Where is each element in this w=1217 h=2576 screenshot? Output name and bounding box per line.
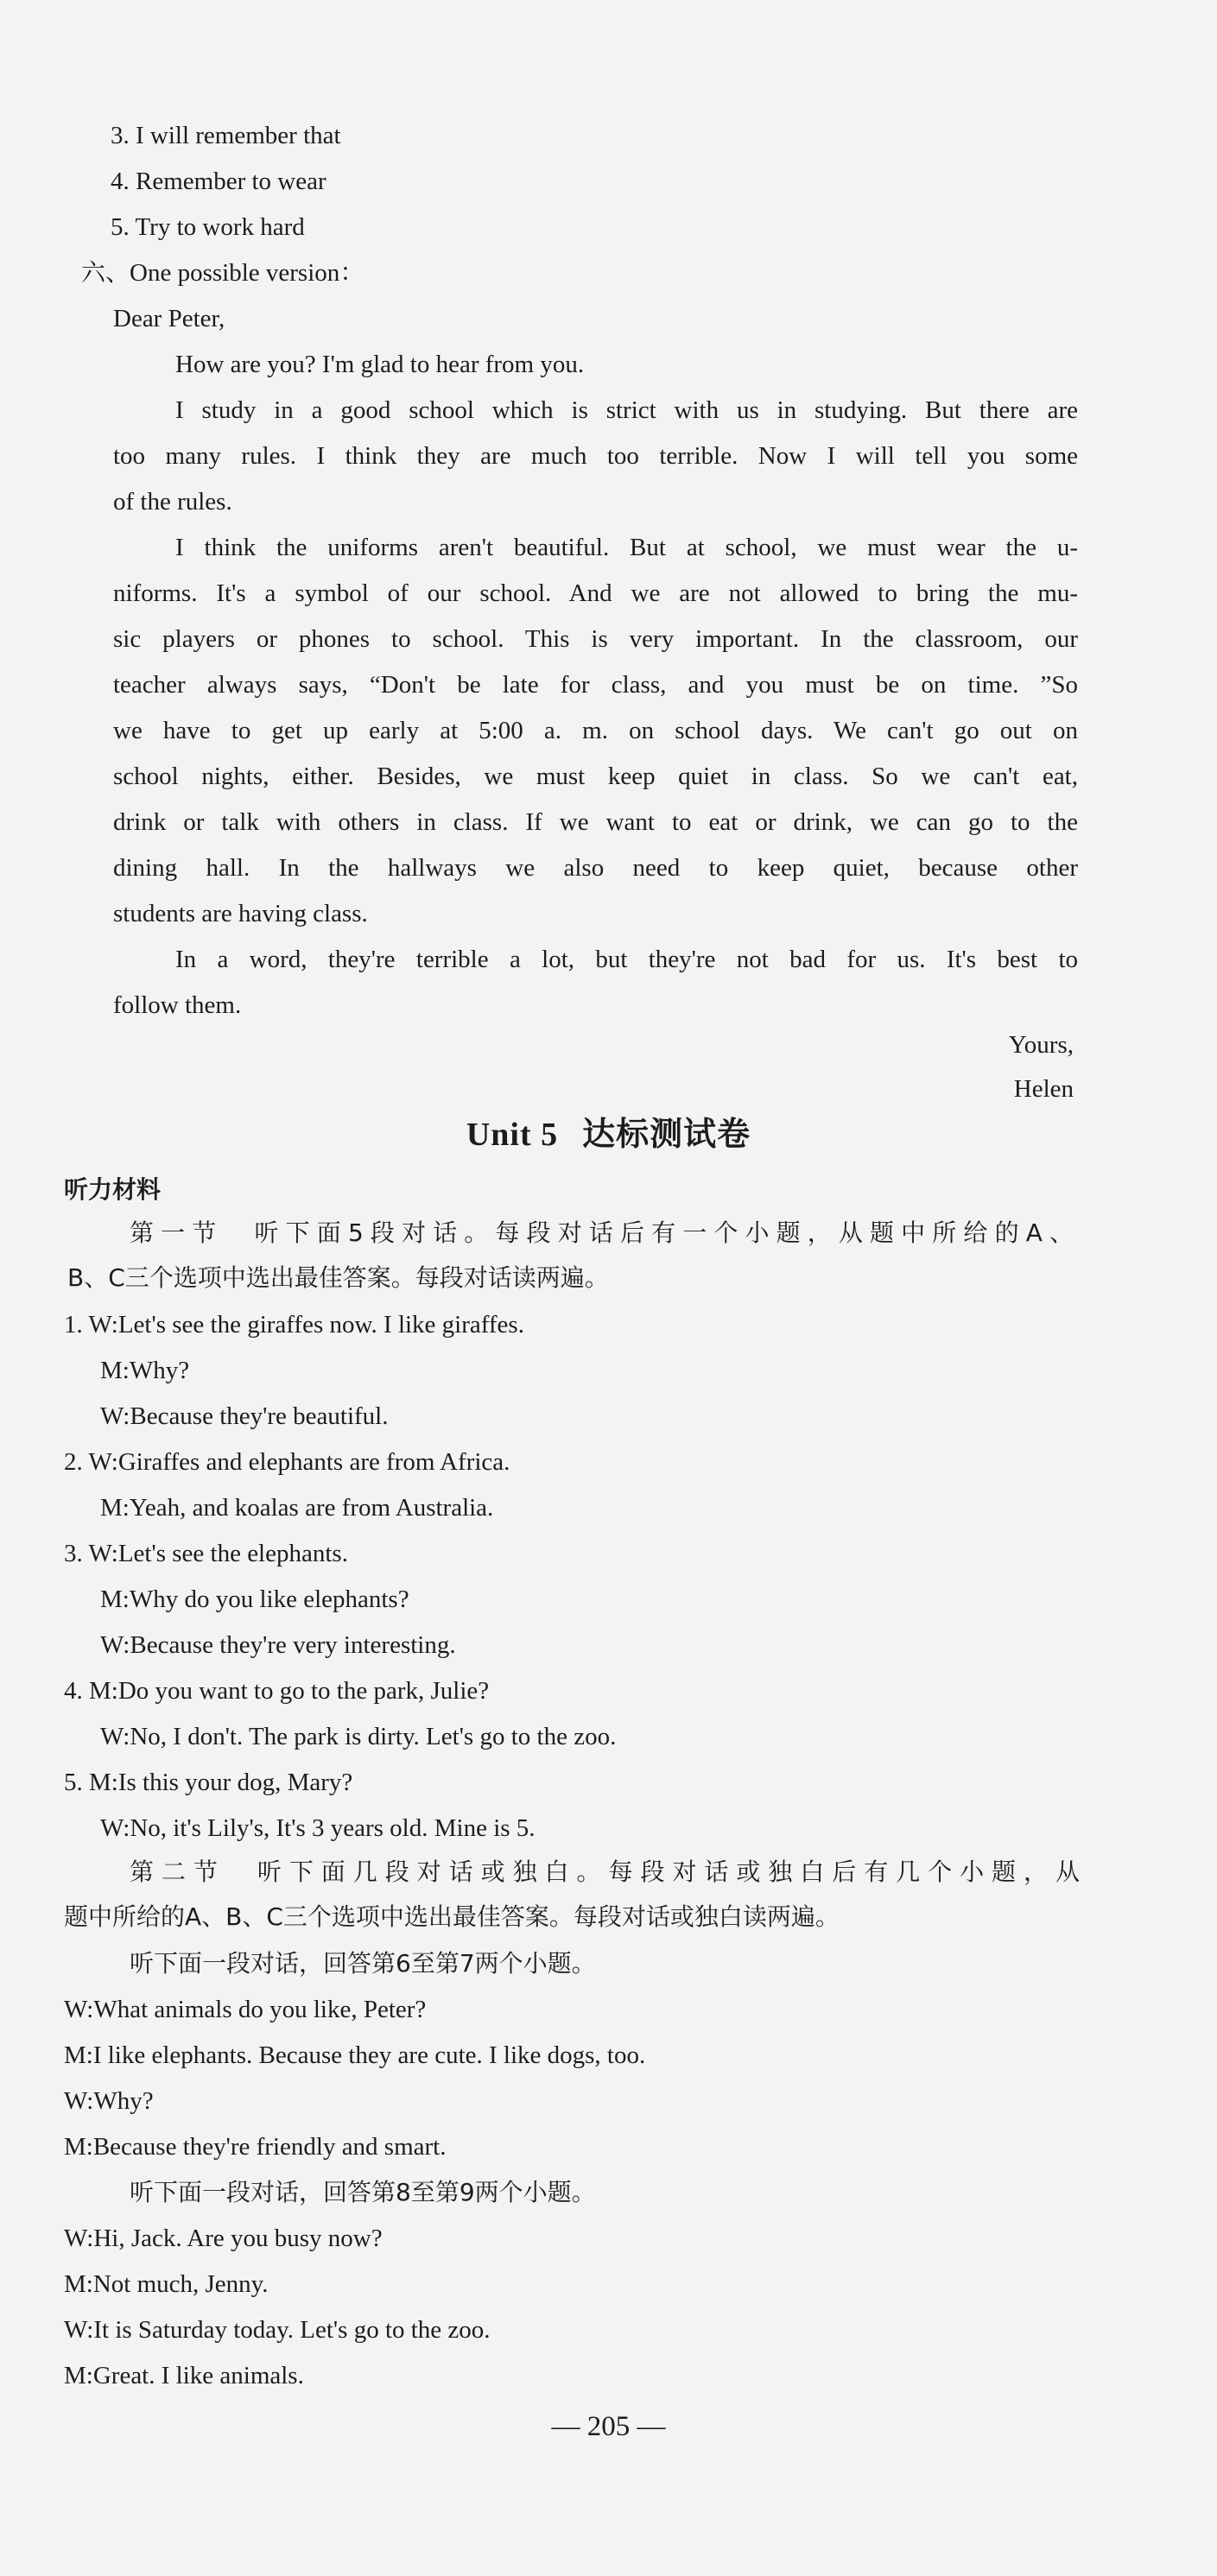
letter-line: How are you? I'm glad to hear from you. [175,351,585,378]
dialogue-line: 4. M:Do you want to go to the park, Julie? [64,1677,490,1705]
dialogue-line: W:Hi, Jack. Are you busy now? [64,2225,383,2252]
letter-closing: Yours, [1008,1031,1074,1059]
letter-line: too many rules. I think they are much too terrible. Now I will tell you some [113,442,1078,470]
dialogue-line: W:Because they're very interesting. [100,1631,456,1659]
essay-item-4 [111,166,326,197]
part2-intro: 第二节 听下面几段对话或独白。每段对话或独白后有几个小题，从 [130,1858,1080,1886]
letter-line: drink or talk with others in class. If we want to eat or drink, we can go to the [113,808,1078,836]
dialogue-line: W:No, I don't. The park is dirty. Let's go to the zoo. [100,1723,617,1750]
letter-line: students are having class. [113,900,368,927]
section-label: One possible version： [130,259,365,287]
part1-intro: 第一节 听下面5段对话。每段对话后有一个小题，从题中所给的A、 [130,1218,1074,1247]
dialogue-line: M:Yeah, and koalas are from Australia. [100,1494,494,1522]
dialogue-intro: 听下面一段对话，回答第8至第9两个小题。 [130,2178,596,2206]
item-text: I will remember that [136,122,341,149]
dialogue-line: 3. W:Let's see the elephants. [64,1540,348,1567]
unit-title [0,1113,1217,1155]
dialogue-line: 2. W:Giraffes and elephants are from Africa. [64,1448,510,1476]
item-number: 3. [111,122,130,149]
letter-signature: Helen [1013,1075,1074,1103]
essay-item-5 [111,212,305,243]
letter-line: I think the uniforms aren't beautiful. But at school, we must wear the u- [175,534,1078,561]
dialogue-line: W:No, it's Lily's, It's 3 years old. Mine is 5. [100,1814,536,1842]
listening-heading: 听力材料 [64,1175,162,1204]
dialogue-line: M:Not much, Jenny. [64,2270,269,2298]
letter-line: niforms. It's a symbol of our school. And we are not allowed to bring the mu- [113,579,1078,607]
dialogue-line: W:What animals do you like, Peter? [64,1996,427,2023]
letter-line: we have to get up early at 5:00 a. m. on school days. We can't go out on [113,717,1078,744]
letter-line: school nights, either. Besides, we must keep quiet in class. So we can't eat, [113,763,1078,790]
letter-line: sic players or phones to school. This is very important. In the classroom, our [113,625,1078,653]
part2-intro: 题中所给的A、B、C三个选项中选出最佳答案。每段对话或独白读两遍。 [64,1902,840,1931]
letter-line: In a word, they're terrible a lot, but they're not bad for us. It's best to [175,946,1078,973]
part1-intro: B、C三个选项中选出最佳答案。每段对话读两遍。 [67,1263,609,1292]
letter-line: teacher always says, “Don't be late for class, and you must be on time. ”So [113,671,1078,699]
dialogue-line: M:Why do you like elephants? [100,1585,409,1613]
dialogue-line: M:Because they're friendly and smart. [64,2133,447,2161]
dialogue-line: W:Why? [64,2087,154,2115]
essay-item-3 [111,120,341,151]
dialogue-line: M:I like elephants. Because they are cute. I like dogs, too. [64,2041,646,2069]
dialogue-line: M:Great. I like animals. [64,2362,304,2389]
dialogue-line: W:Because they're beautiful. [100,1402,389,1430]
letter-line: I study in a good school which is strict with us in studying. But there are [175,396,1078,424]
unit-number: Unit 5 [466,1117,559,1153]
letter-line: dining hall. In the hallways we also need to keep quiet, because other [113,854,1078,882]
unit-test-name: 达标测试卷 [582,1115,751,1153]
item-number: 5. [111,213,130,241]
item-text: Remember to wear [136,168,326,195]
letter-greeting: Dear Peter, [113,305,225,332]
section-six-heading [81,257,364,288]
item-text: Try to work hard [135,213,305,241]
letter-line: follow them. [113,991,242,1019]
dialogue-line: 1. W:Let's see the giraffes now. I like giraffes. [64,1311,524,1339]
page-number: — 205 — [551,2411,666,2442]
dialogue-line: M:Why? [100,1357,190,1384]
letter-line: of the rules. [113,488,232,516]
section-marker: 六、 [81,258,130,287]
dialogue-intro: 听下面一段对话，回答第6至第7两个小题。 [130,1949,596,1978]
dialogue-line: W:It is Saturday today. Let's go to the zoo. [64,2316,491,2344]
item-number: 4. [111,168,130,195]
dialogue-line: 5. M:Is this your dog, Mary? [64,1769,353,1796]
